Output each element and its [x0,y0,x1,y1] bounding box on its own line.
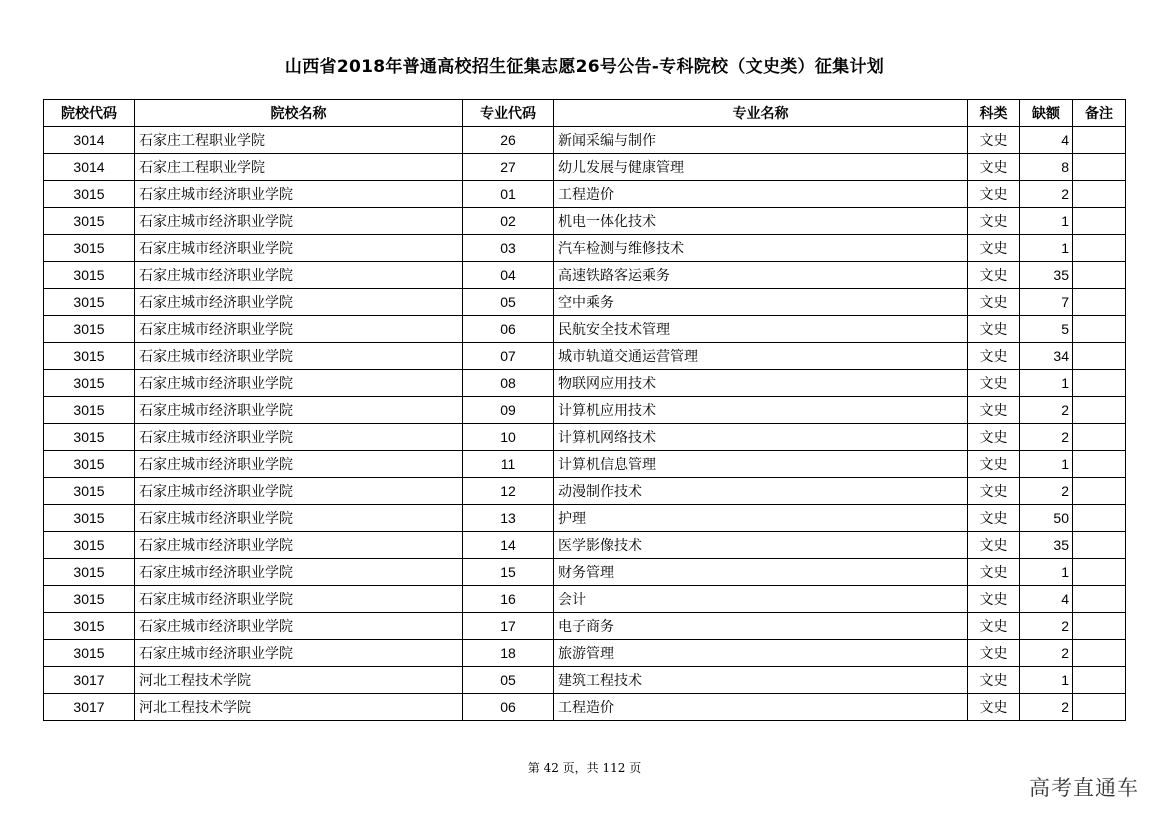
cell-school-code: 3017 [44,694,135,721]
header-major-code: 专业代码 [463,100,554,127]
table-row [44,667,1126,694]
cell-major-name: 工程造价 [554,181,968,208]
page-title: 山西省2018年普通高校招生征集志愿26号公告-专科院校（文史类）征集计划 [284,57,885,77]
cell-category: 文史 [968,451,1020,478]
table-row [44,181,1126,208]
cell-note [1073,505,1126,532]
cell-vacancy: 1 [1020,451,1073,478]
cell-category: 文史 [968,208,1020,235]
cell-major-code: 05 [463,667,554,694]
cell-note [1073,694,1126,721]
cell-major-code: 03 [463,235,554,262]
cell-note [1073,289,1126,316]
watermark: 高考直通车 [1029,776,1139,800]
cell-school-code: 3015 [44,505,135,532]
cell-school-name: 石家庄城市经济职业学院 [135,181,463,208]
cell-school-code: 3015 [44,613,135,640]
cell-category: 文史 [968,370,1020,397]
cell-school-name: 石家庄城市经济职业学院 [135,478,463,505]
cell-major-code: 27 [463,154,554,181]
cell-major-name: 计算机网络技术 [554,424,968,451]
cell-school-code: 3015 [44,316,135,343]
cell-school-name: 石家庄城市经济职业学院 [135,424,463,451]
cell-vacancy: 2 [1020,424,1073,451]
cell-major-code: 14 [463,532,554,559]
table-row [44,478,1126,505]
cell-note [1073,559,1126,586]
cell-major-name: 高速铁路客运乘务 [554,262,968,289]
cell-school-code: 3015 [44,235,135,262]
cell-major-name: 城市轨道交通运营管理 [554,343,968,370]
cell-note [1073,370,1126,397]
cell-vacancy: 50 [1020,505,1073,532]
cell-major-name: 会计 [554,586,968,613]
cell-vacancy: 35 [1020,262,1073,289]
cell-school-code: 3015 [44,343,135,370]
cell-note [1073,451,1126,478]
table-row [44,613,1126,640]
cell-major-name: 工程造价 [554,694,968,721]
table-row [44,424,1126,451]
cell-vacancy: 2 [1020,613,1073,640]
table-row [44,316,1126,343]
table-row [44,640,1126,667]
table-row [44,532,1126,559]
cell-school-code: 3015 [44,586,135,613]
table-row [44,451,1126,478]
cell-note [1073,181,1126,208]
cell-category: 文史 [968,154,1020,181]
cell-major-code: 05 [463,289,554,316]
cell-note [1073,208,1126,235]
cell-school-code: 3015 [44,397,135,424]
cell-major-code: 11 [463,451,554,478]
cell-note [1073,667,1126,694]
cell-note [1073,262,1126,289]
cell-note [1073,127,1126,154]
table-row [44,397,1126,424]
cell-vacancy: 1 [1020,370,1073,397]
table-row [44,694,1126,721]
cell-major-name: 财务管理 [554,559,968,586]
cell-major-code: 10 [463,424,554,451]
cell-major-code: 26 [463,127,554,154]
cell-category: 文史 [968,505,1020,532]
cell-major-code: 01 [463,181,554,208]
cell-school-name: 石家庄城市经济职业学院 [135,316,463,343]
cell-category: 文史 [968,532,1020,559]
table-row [44,154,1126,181]
cell-school-name: 河北工程技术学院 [135,667,463,694]
cell-school-code: 3014 [44,154,135,181]
cell-note [1073,640,1126,667]
cell-major-name: 新闻采编与制作 [554,127,968,154]
cell-vacancy: 1 [1020,208,1073,235]
cell-major-code: 09 [463,397,554,424]
cell-note [1073,397,1126,424]
cell-note [1073,613,1126,640]
cell-school-name: 石家庄城市经济职业学院 [135,613,463,640]
cell-category: 文史 [968,181,1020,208]
cell-school-code: 3015 [44,181,135,208]
header-school-name: 院校名称 [135,100,463,127]
header-vacancy: 缺额 [1020,100,1073,127]
cell-vacancy: 2 [1020,478,1073,505]
enrollment-table [43,99,1126,721]
table-row [44,289,1126,316]
cell-category: 文史 [968,694,1020,721]
cell-major-name: 电子商务 [554,613,968,640]
header-school-code: 院校代码 [44,100,135,127]
cell-major-code: 13 [463,505,554,532]
cell-school-name: 石家庄城市经济职业学院 [135,208,463,235]
cell-school-code: 3015 [44,478,135,505]
cell-vacancy: 4 [1020,127,1073,154]
cell-school-name: 石家庄城市经济职业学院 [135,640,463,667]
cell-category: 文史 [968,397,1020,424]
cell-note [1073,532,1126,559]
cell-category: 文史 [968,586,1020,613]
table-row [44,235,1126,262]
cell-school-name: 石家庄工程职业学院 [135,154,463,181]
cell-category: 文史 [968,316,1020,343]
cell-school-code: 3015 [44,559,135,586]
cell-major-code: 04 [463,262,554,289]
header-major-name: 专业名称 [554,100,968,127]
table-row [44,208,1126,235]
cell-vacancy: 2 [1020,181,1073,208]
table-row [44,262,1126,289]
cell-note [1073,586,1126,613]
cell-vacancy: 8 [1020,154,1073,181]
cell-category: 文史 [968,262,1020,289]
cell-school-name: 石家庄城市经济职业学院 [135,343,463,370]
cell-major-name: 民航安全技术管理 [554,316,968,343]
cell-note [1073,316,1126,343]
page-footer: 第 42 页，共 112 页 [527,761,642,775]
cell-school-name: 石家庄城市经济职业学院 [135,397,463,424]
cell-category: 文史 [968,343,1020,370]
header-row [44,100,1126,127]
cell-major-name: 空中乘务 [554,289,968,316]
cell-note [1073,478,1126,505]
cell-vacancy: 5 [1020,316,1073,343]
cell-school-code: 3015 [44,208,135,235]
cell-category: 文史 [968,289,1020,316]
cell-school-name: 石家庄城市经济职业学院 [135,451,463,478]
cell-vacancy: 4 [1020,586,1073,613]
cell-major-name: 幼儿发展与健康管理 [554,154,968,181]
cell-major-name: 机电一体化技术 [554,208,968,235]
cell-major-name: 物联网应用技术 [554,370,968,397]
cell-school-name: 石家庄城市经济职业学院 [135,532,463,559]
cell-category: 文史 [968,667,1020,694]
cell-major-code: 02 [463,208,554,235]
cell-category: 文史 [968,424,1020,451]
cell-major-code: 07 [463,343,554,370]
cell-vacancy: 34 [1020,343,1073,370]
cell-category: 文史 [968,613,1020,640]
table-row [44,505,1126,532]
cell-major-name: 旅游管理 [554,640,968,667]
cell-major-code: 08 [463,370,554,397]
cell-category: 文史 [968,640,1020,667]
cell-category: 文史 [968,235,1020,262]
table-row [44,586,1126,613]
cell-school-name: 石家庄城市经济职业学院 [135,586,463,613]
cell-major-name: 汽车检测与维修技术 [554,235,968,262]
cell-major-code: 17 [463,613,554,640]
cell-school-name: 石家庄城市经济职业学院 [135,235,463,262]
cell-major-name: 计算机信息管理 [554,451,968,478]
cell-major-code: 16 [463,586,554,613]
cell-vacancy: 2 [1020,397,1073,424]
table-row [44,343,1126,370]
cell-note [1073,154,1126,181]
cell-major-code: 15 [463,559,554,586]
cell-school-name: 河北工程技术学院 [135,694,463,721]
cell-school-code: 3015 [44,370,135,397]
cell-major-code: 06 [463,316,554,343]
cell-vacancy: 1 [1020,667,1073,694]
cell-major-name: 建筑工程技术 [554,667,968,694]
cell-school-name: 石家庄城市经济职业学院 [135,559,463,586]
cell-school-name: 石家庄城市经济职业学院 [135,505,463,532]
cell-note [1073,343,1126,370]
cell-major-name: 动漫制作技术 [554,478,968,505]
cell-vacancy: 2 [1020,640,1073,667]
cell-major-code: 12 [463,478,554,505]
cell-school-code: 3015 [44,262,135,289]
header-note: 备注 [1073,100,1126,127]
table-row [44,559,1126,586]
cell-vacancy: 7 [1020,289,1073,316]
cell-school-name: 石家庄工程职业学院 [135,127,463,154]
cell-major-name: 护理 [554,505,968,532]
cell-vacancy: 1 [1020,559,1073,586]
cell-category: 文史 [968,559,1020,586]
table-row [44,370,1126,397]
cell-note [1073,235,1126,262]
cell-school-code: 3017 [44,667,135,694]
cell-major-name: 医学影像技术 [554,532,968,559]
header-category: 科类 [968,100,1020,127]
cell-school-code: 3015 [44,640,135,667]
cell-school-code: 3015 [44,424,135,451]
cell-vacancy: 2 [1020,694,1073,721]
cell-school-code: 3015 [44,451,135,478]
table-body [44,127,1126,721]
cell-vacancy: 1 [1020,235,1073,262]
table-row [44,127,1126,154]
cell-school-name: 石家庄城市经济职业学院 [135,370,463,397]
cell-major-code: 06 [463,694,554,721]
cell-major-name: 计算机应用技术 [554,397,968,424]
cell-vacancy: 35 [1020,532,1073,559]
cell-school-name: 石家庄城市经济职业学院 [135,262,463,289]
cell-category: 文史 [968,478,1020,505]
cell-category: 文史 [968,127,1020,154]
cell-major-code: 18 [463,640,554,667]
cell-school-code: 3014 [44,127,135,154]
cell-school-code: 3015 [44,532,135,559]
cell-note [1073,424,1126,451]
cell-school-name: 石家庄城市经济职业学院 [135,289,463,316]
cell-school-code: 3015 [44,289,135,316]
